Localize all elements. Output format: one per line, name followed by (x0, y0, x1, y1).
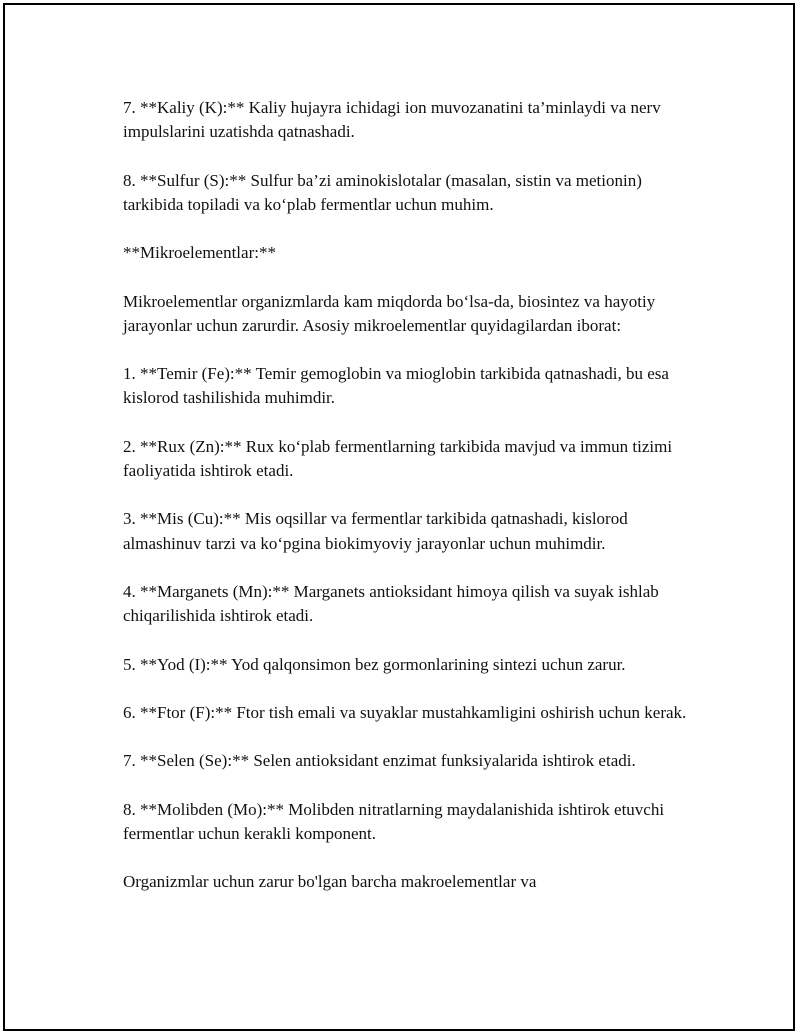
paragraph-rux: 2. **Rux (Zn):** Rux ko‘plab fermentlarning tarkibida mavjud va immun tizimi faoliyatida ishtirok etadi. (123, 436, 673, 480)
document-body (123, 96, 703, 919)
paragraph-mis: 3. **Mis (Cu):** Mis oqsillar va fermentlar tarkibida qatnashadi, kislorod almashinuv tarzi va ko‘pgina biokimyoviy jarayonlar uchun muhimdir. (123, 509, 628, 553)
paragraph-yod: 5. **Yod (I):** Yod qalqonsimon bez gormonlarining sintezi uchun zarur. (123, 654, 626, 674)
paragraph-mikroelementlar-intro: Mikroelementlar organizmlarda kam miqdorda bo‘lsa-da, biosintez va hayotiy jarayonlar uchun zarurdir. Asosiy mikroelementlar quyidagilardan iborat: (123, 291, 656, 335)
paragraph-selen: 7. **Selen (Se):** Selen antioksidant enzimat funksiyalarida ishtirok etadi. (123, 751, 636, 771)
paragraph-sulfur: 8. **Sulfur (S):** Sulfur ba’zi aminokislotalar (masalan, sistin va metionin) tarkibida topiladi va ko‘plab fermentlar uchun muhim. (123, 170, 642, 214)
paragraph-marganets: 4. **Marganets (Mn):** Marganets antioksidant himoya qilish va suyak ishlab chiqarilishida ishtirok etadi. (123, 581, 659, 626)
page-frame (3, 3, 795, 1031)
paragraph-temir: 1. **Temir (Fe):** Temir gemoglobin va mioglobin tarkibida qatnashadi, bu esa kislorod tashilishida muhimdir. (123, 364, 669, 408)
section-heading-mikroelementlar: **Mikroelementlar:** (123, 243, 276, 263)
paragraph-molibden: 8. **Molibden (Mo):** Molibden nitratlarning maydalanishida ishtirok etuvchi fermentlar uchun kerakli komponent. (123, 799, 665, 843)
paragraph-ftor: 6. **Ftor (F):** Ftor tish emali va suyaklar mustahkamligini oshirish uchun kerak. (123, 702, 687, 722)
paragraph-kaliy: 7. **Kaliy (K):** Kaliy hujayra ichidagi ion muvozanatini ta’minlaydi va nerv impulslarini uzatishda qatnashadi. (123, 98, 661, 142)
paragraph-closing: Organizmlar uchun zarur bo'lgan barcha makroelementlar va (123, 872, 537, 892)
